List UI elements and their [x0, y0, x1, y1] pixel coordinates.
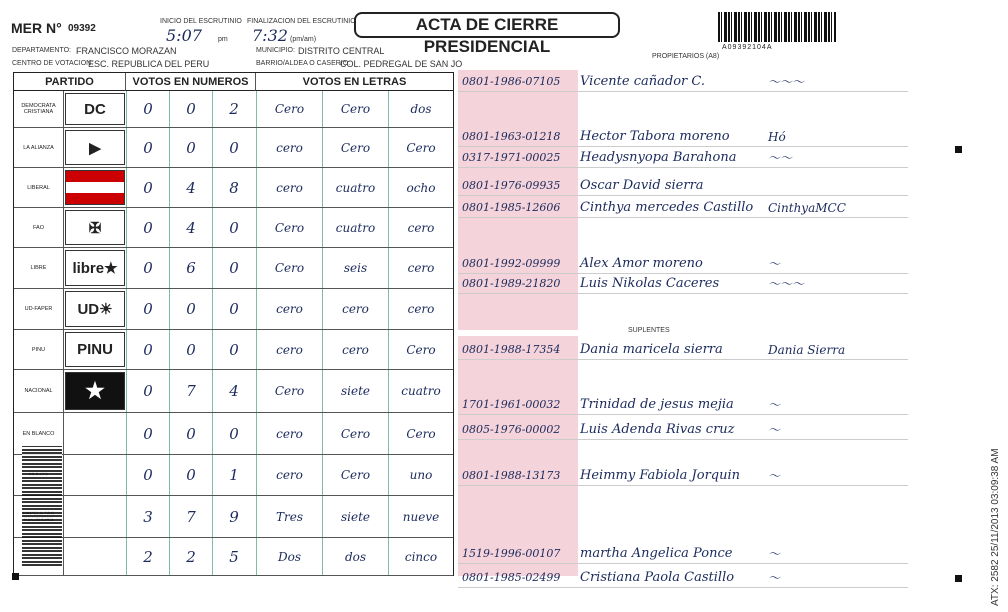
registration-mark — [955, 575, 962, 582]
member-id: 0801-1988-13173 — [462, 469, 561, 482]
party-logo — [65, 170, 125, 205]
member-row — [458, 176, 908, 196]
numeros-header: VOTOS EN NUMEROS — [126, 73, 256, 91]
inicio-ampm: pm — [218, 36, 228, 43]
member-signature: ～ — [768, 469, 781, 483]
vote-word: nueve — [388, 496, 453, 537]
member-id: 0801-1989-21820 — [462, 277, 561, 290]
member-signature: ～～～ — [768, 277, 805, 291]
member-signature: ～ — [768, 547, 781, 561]
partido-header: PARTIDO — [14, 73, 126, 91]
vote-digit: 0 — [126, 128, 169, 167]
letras-header: VOTOS EN LETRAS — [256, 73, 453, 91]
votes-table — [13, 72, 454, 576]
party-row — [14, 413, 453, 455]
vote-word: Cero — [322, 91, 388, 127]
document-title: ACTA DE CIERRE PRESIDENCIAL — [354, 12, 620, 38]
vote-digit: 0 — [169, 91, 212, 127]
member-id: 1701-1961-00032 — [462, 398, 561, 411]
member-name: martha Angelica Ponce — [580, 546, 733, 561]
vote-word: cero — [388, 248, 453, 288]
vote-digit: 3 — [126, 496, 169, 537]
party-logo: ★ — [65, 372, 125, 410]
vote-digit: 0 — [169, 289, 212, 329]
member-id: 0801-1988-17354 — [462, 343, 561, 356]
party-row — [14, 330, 453, 370]
member-name: Dania maricela sierra — [580, 342, 723, 357]
vote-digit: 0 — [126, 289, 169, 329]
vote-digit: 9 — [212, 496, 255, 537]
party-row — [14, 208, 453, 248]
party-name: LIBRE — [14, 248, 64, 288]
member-signature: ～ — [768, 571, 781, 585]
member-id: 0801-1963-01218 — [462, 130, 561, 143]
vote-word: Dos — [256, 538, 322, 575]
member-name: Cristiana Paola Castillo — [580, 570, 735, 585]
vote-digit: 0 — [126, 168, 169, 207]
member-id: 0801-1985-02499 — [462, 571, 561, 584]
member-signature: ～～ — [768, 151, 793, 165]
vote-word: Cero — [388, 128, 453, 167]
inicio-time: 5:07 — [166, 26, 202, 45]
barcode-number: A09392104A — [722, 44, 773, 51]
vote-word: Cero — [388, 330, 453, 369]
member-name: Headysnyopa Barahona — [580, 150, 737, 165]
member-row — [458, 395, 908, 415]
mer-label: MER N° — [11, 20, 62, 36]
vote-word: cinco — [388, 538, 453, 575]
vote-word: Cero — [322, 128, 388, 167]
member-row — [458, 544, 908, 564]
vote-digit: 0 — [212, 289, 255, 329]
vote-word: Cero — [256, 91, 322, 127]
vote-digit: 4 — [169, 208, 212, 247]
vote-digit: 6 — [169, 248, 212, 288]
vote-digit: 0 — [126, 91, 169, 127]
vote-word: Cero — [256, 248, 322, 288]
vote-word: cuatro — [388, 370, 453, 412]
party-logo: ▶ — [65, 130, 125, 165]
vote-digit: 2 — [212, 91, 255, 127]
member-id: 0801-1986-07105 — [462, 75, 561, 88]
member-id: 0317-1971-00025 — [462, 151, 561, 164]
final-time: 7:32 — [252, 26, 288, 45]
member-row — [458, 127, 908, 147]
vote-digit: 0 — [169, 330, 212, 369]
vote-digit: 0 — [169, 413, 212, 454]
vote-digit: 1 — [212, 455, 255, 495]
member-name: Trinidad de jesus mejia — [580, 397, 734, 412]
party-row — [14, 248, 453, 289]
registration-mark — [12, 573, 19, 580]
final-ampm: (pm/am) — [290, 36, 317, 43]
vote-digit: 0 — [169, 128, 212, 167]
vote-word: seis — [322, 248, 388, 288]
member-row — [458, 340, 908, 360]
centro-label: CENTRO DE VOTACION: — [12, 60, 94, 67]
vote-word: siete — [322, 370, 388, 412]
municipio-label: MUNICIPIO: — [256, 47, 295, 54]
member-row — [458, 568, 908, 588]
vote-word: cero — [256, 128, 322, 167]
barrio-label: BARRIO/ALDEA O CASERIO: — [256, 60, 351, 67]
vote-word: cero — [388, 208, 453, 247]
centro-value: ESC. REPUBLICA DEL PERU — [88, 59, 210, 69]
member-id: 0801-1976-09935 — [462, 179, 561, 192]
party-row — [14, 168, 453, 208]
vote-digit: 0 — [212, 413, 255, 454]
member-signature: ～ — [768, 257, 781, 271]
departamento-label: DEPARTAMENTO: — [12, 47, 71, 54]
vote-digit: 0 — [126, 370, 169, 412]
party-name: UD-FAPER — [14, 289, 64, 329]
vote-digit: 8 — [212, 168, 255, 207]
vote-word: Tres — [256, 496, 322, 537]
party-row — [14, 370, 453, 413]
member-id: 0801-1992-09999 — [462, 257, 561, 270]
vote-digit: 2 — [169, 538, 212, 575]
vote-word: dos — [388, 91, 453, 127]
vote-word: cero — [322, 330, 388, 369]
member-row — [458, 148, 908, 168]
vote-digit: 0 — [212, 128, 255, 167]
vote-word: Cero — [256, 208, 322, 247]
final-label: FINALIZACION DEL ESCRUTINIO — [247, 18, 356, 25]
member-signature: Dania Sierra — [768, 342, 846, 357]
party-name: EN BLANCO — [14, 413, 64, 454]
vote-digit: 0 — [126, 248, 169, 288]
barcode — [718, 12, 836, 42]
vote-word: siete — [322, 496, 388, 537]
inicio-label: INICIO DEL ESCRUTINIO — [160, 18, 242, 25]
vote-digit: 0 — [212, 330, 255, 369]
member-name: Luis Adenda Rivas cruz — [580, 422, 735, 437]
vote-word: cuatro — [322, 208, 388, 247]
vote-word: Cero — [322, 455, 388, 495]
member-name: Alex Amor moreno — [580, 256, 703, 271]
vote-word: cuatro — [322, 168, 388, 207]
member-name: Heimmy Fabiola Jorquin — [580, 468, 741, 483]
vote-digit: 0 — [212, 208, 255, 247]
member-id: 1519-1996-00107 — [462, 547, 561, 560]
member-id: 0805-1976-00002 — [462, 423, 561, 436]
vote-digit: 0 — [126, 413, 169, 454]
party-row — [14, 128, 453, 168]
vote-word: cero — [256, 413, 322, 454]
departamento-value: FRANCISCO MORAZAN — [76, 46, 177, 56]
member-name: Luis Nikolas Caceres — [580, 276, 720, 291]
vote-digit: 0 — [212, 248, 255, 288]
vote-word: Cero — [388, 413, 453, 454]
suplentes-id-column — [458, 336, 578, 576]
member-row — [458, 254, 908, 274]
member-signature: Hó — [768, 129, 786, 144]
member-name: Hector Tabora moreno — [580, 129, 730, 144]
mer-number: 09392 — [68, 23, 96, 34]
vote-word: Cero — [256, 370, 322, 412]
party-logo: ✠ — [65, 210, 125, 245]
member-name: Vicente cañador C. — [580, 74, 705, 89]
party-name: LIBERAL — [14, 168, 64, 207]
member-id: 0801-1985-12606 — [462, 201, 561, 214]
party-logo: DC — [65, 93, 125, 125]
vote-word: cero — [388, 289, 453, 329]
vote-digit: 4 — [169, 168, 212, 207]
timestamp-stamp: ATX: 2582 25/11/2013 03:09:38 AM — [990, 448, 1001, 606]
vote-word: cero — [256, 455, 322, 495]
registration-mark — [955, 146, 962, 153]
member-row — [458, 420, 908, 440]
vote-digit: 4 — [212, 370, 255, 412]
barrio-value: COL. PEDREGAL DE SAN JO — [340, 59, 463, 69]
member-name: Cinthya mercedes Castillo — [580, 200, 754, 215]
vote-digit: 0 — [169, 455, 212, 495]
vote-digit: 2 — [126, 538, 169, 575]
vote-word: Cero — [322, 413, 388, 454]
member-name: Oscar David sierra — [580, 178, 704, 193]
party-row — [14, 496, 453, 538]
party-name: NACIONAL — [14, 370, 64, 412]
member-row — [458, 72, 908, 92]
vote-word: ocho — [388, 168, 453, 207]
vote-digit: 0 — [126, 208, 169, 247]
member-signature: ～～～ — [768, 75, 805, 89]
party-name: LA ALIANZA — [14, 128, 64, 167]
vote-digit: 0 — [126, 330, 169, 369]
vote-digit: 7 — [169, 496, 212, 537]
vote-word: uno — [388, 455, 453, 495]
member-signature: ～ — [768, 423, 781, 437]
party-logo: UD☀ — [65, 291, 125, 327]
party-logo: PINU — [65, 332, 125, 367]
vote-word: cero — [256, 168, 322, 207]
party-row — [14, 91, 453, 128]
suplentes-label: SUPLENTES — [628, 327, 670, 334]
member-signature: CinthyaMCC — [768, 200, 846, 215]
member-row — [458, 466, 908, 486]
propietarios-label: PROPIETARIOS (A8) — [652, 53, 720, 60]
member-signature: ～ — [768, 398, 781, 412]
vote-word: cero — [322, 289, 388, 329]
side-barcode — [22, 446, 62, 566]
vote-digit: 5 — [212, 538, 255, 575]
party-logo: libre★ — [65, 250, 125, 286]
vote-digit: 7 — [169, 370, 212, 412]
party-row — [14, 289, 453, 330]
party-name: FAO — [14, 208, 64, 247]
vote-word: cero — [256, 330, 322, 369]
vote-word: dos — [322, 538, 388, 575]
member-row — [458, 198, 908, 218]
party-row — [14, 538, 453, 576]
party-row — [14, 455, 453, 496]
vote-word: cero — [256, 289, 322, 329]
member-row — [458, 274, 908, 294]
party-name: DEMOCRATA CRISTIANA — [14, 91, 64, 127]
municipio-value: DISTRITO CENTRAL — [298, 46, 385, 56]
vote-digit: 0 — [126, 455, 169, 495]
party-name: PINU — [14, 330, 64, 369]
